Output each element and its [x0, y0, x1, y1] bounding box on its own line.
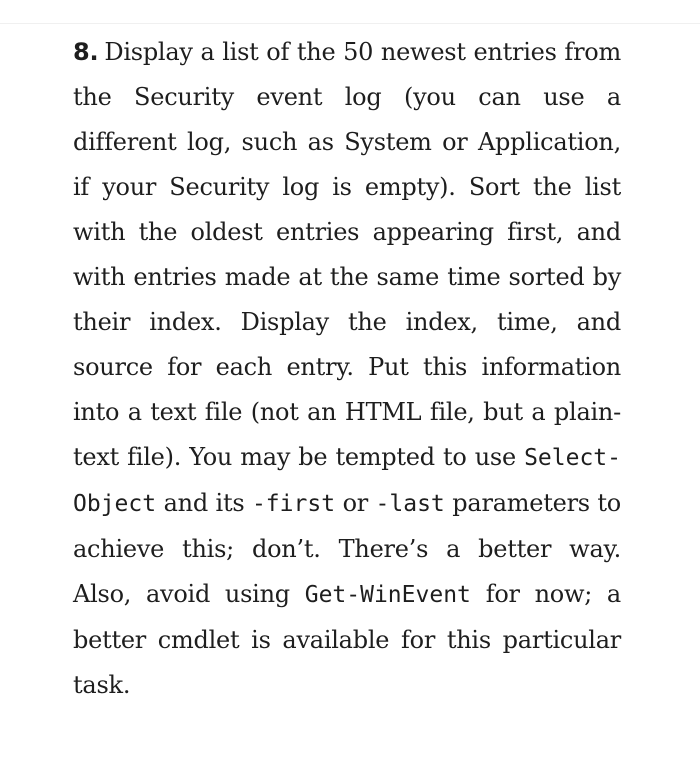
- code-get-winevent: Get-WinEvent: [304, 582, 471, 608]
- exercise-paragraph: [73, 30, 621, 708]
- code-select-object: Select-Object: [73, 445, 621, 517]
- exercise-number: 8.: [73, 38, 99, 66]
- exercise-text-1: Display a list of the 50 newest entries from the Security event log (you can use a different log, such as System or Application, if your Security log is empty). Sort the list with the oldest entries appearing first, and with entries made at the same time sorted by their index. Display the index, time, and source for each entry. Put this information into a text file (not an HTML file, but a plain-text file). You may be tempted to use: [73, 38, 621, 471]
- top-divider: [0, 23, 700, 24]
- exercise-text-5: for now; a better cmdlet is available for this particular task.: [73, 580, 621, 699]
- exercise-text-4: parameters to achieve this; don’t. There’s a better way. Also, avoid using: [73, 489, 621, 608]
- exercise-text-3: or: [335, 489, 376, 517]
- code-last-parameter: -last: [375, 491, 445, 517]
- code-first-parameter: -first: [251, 491, 336, 517]
- exercise-text-2: and its: [156, 489, 252, 517]
